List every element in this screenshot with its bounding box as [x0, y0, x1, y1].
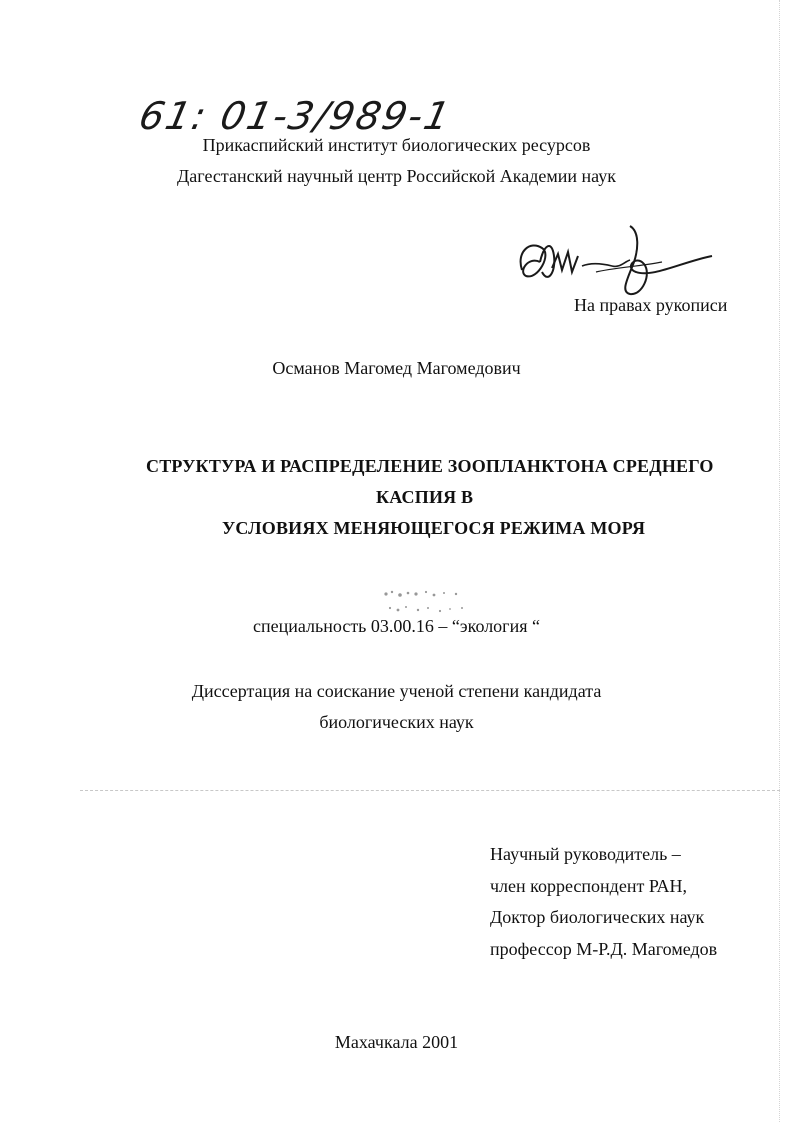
title-line-2: КАСПИЯ В — [376, 487, 474, 507]
dissertation-line-2: биологических наук — [319, 712, 474, 732]
manuscript-rights: На правах рукописи — [574, 295, 728, 315]
supervisor-line-2: член корреспондент РАН, — [490, 876, 688, 896]
author-name: Османов Магомед Магомедович — [272, 358, 521, 378]
archive-code-handwritten: 61: 01-3/989-1 — [135, 94, 456, 138]
supervisor-line-1: Научный руководитель – — [490, 844, 681, 864]
scan-dashed-divider — [80, 790, 780, 792]
handwritten-signature — [512, 222, 722, 300]
specialty-line: специальность 03.00.16 – “экология “ — [253, 616, 540, 636]
supervisor-line-4: профессор М-Р.Д. Магомедов — [490, 939, 718, 959]
title-line-3: УСЛОВИЯХ МЕНЯЮЩЕГОСЯ РЕЖИМА МОРЯ — [222, 518, 646, 538]
title-line-1: СТРУКТУРА И РАСПРЕДЕЛЕНИЕ ЗООПЛАНКТОНА СРЕДНЕГО — [146, 456, 714, 476]
institute-name: Прикаспийский институт биологических ресурсов — [202, 135, 591, 155]
place-year: Махачкала 2001 — [334, 1032, 459, 1052]
institute-parent: Дагестанский научный центр Российской Академии наук — [177, 166, 616, 186]
dissertation-line-1: Диссертация на соискание ученой степени кандидата — [191, 681, 602, 701]
supervisor-line-3: Доктор биологических наук — [490, 907, 705, 927]
